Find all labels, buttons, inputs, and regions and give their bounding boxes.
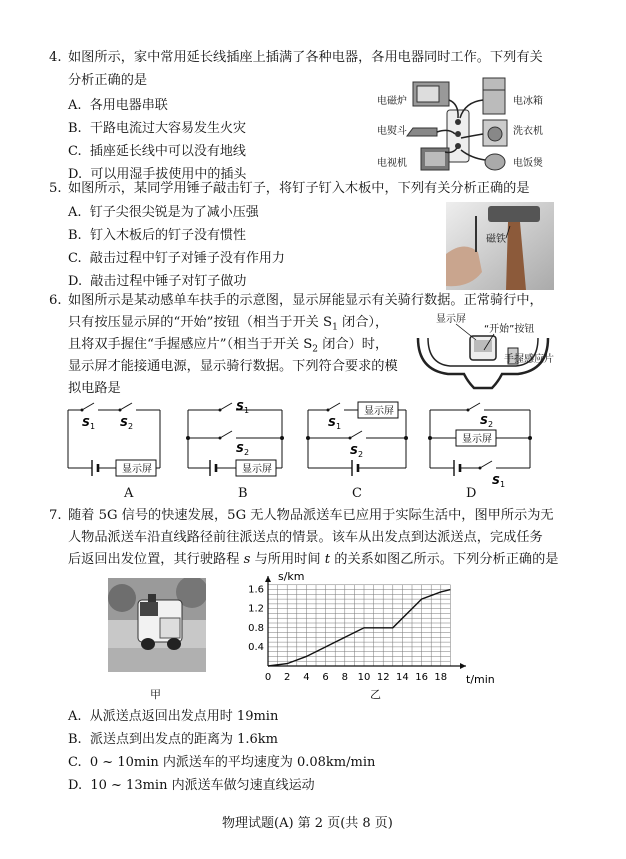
iron-icon (407, 128, 437, 136)
q4-option-a: A. 各用电器串联 (68, 98, 168, 113)
circuit-c (306, 402, 408, 476)
svg-text:S: S (328, 416, 336, 429)
svg-text:S: S (82, 416, 90, 429)
label-induction-cooker: 电磁炉 (377, 96, 407, 107)
svg-text:1: 1 (336, 422, 342, 431)
x-tick-label: 12 (376, 672, 390, 683)
svg-text:显示屏: 显示屏 (364, 406, 394, 417)
q7-graph-label: 乙 (370, 688, 381, 701)
q6-option-a-label: A (124, 486, 134, 501)
fridge-icon (483, 78, 505, 114)
q5-number: 5. (49, 181, 62, 196)
switch-s2 (120, 403, 132, 410)
svg-text:2: 2 (488, 420, 494, 429)
q7-option-a: A. 从派送点返回出发点用时 19min (68, 709, 279, 724)
svg-text:1: 1 (90, 422, 96, 431)
x-tick-label: 2 (284, 672, 291, 683)
page-footer: 物理试题(A) 第 2 页(共 8 页) (222, 816, 393, 831)
q5-stem-line1: 如图所示，某同学用锤子敲击钉子，将钉子钉入木板中，下列有关分析正确的是 (68, 181, 530, 196)
q6-option-b-label: B (238, 486, 248, 501)
switch-s1 (82, 403, 94, 410)
q5-option-a: A. 钉子尖很尖锐是为了减小压强 (68, 205, 259, 220)
x-axis-label: t/min (466, 673, 495, 686)
q5-option-c: C. 敲击过程中钉子对锤子没有作用力 (68, 251, 285, 266)
q7-option-c: C. 0 ~ 10min 内派送车的平均速度为 0.08km/min (68, 755, 376, 770)
x-axis-arrow (460, 663, 466, 669)
q4-option-d: D. 可以用湿手拔使用中的插头 (68, 167, 247, 182)
label-magnet: 磁铁 (486, 234, 506, 245)
circuit-d (428, 403, 532, 489)
q4-number: 4. (49, 50, 62, 65)
y-axis-label: s/km (278, 570, 305, 583)
y-tick-label: 1.2 (248, 603, 264, 615)
q7-photo-label: 甲 (150, 688, 161, 701)
x-tick-label: 18 (434, 672, 448, 683)
label-tv: 电视机 (377, 158, 407, 169)
q7-stem-line2: 人物品派送车沿直线路径前往派送点的情景。该车从出发点到达派送点，完成任务 (68, 530, 543, 545)
x-tick-label: 8 (341, 672, 348, 683)
label-washer: 洗衣机 (513, 126, 543, 137)
q6-stem-line2: 只有按压显示屏的“开始”按钮（相当于开关 $S_1$ 闭合）， (68, 315, 389, 333)
q7-delivery-vehicle-photo (108, 578, 206, 672)
label-screen: 显示屏 (436, 314, 466, 325)
circuit-b (186, 400, 284, 476)
y-tick-label: 0.4 (248, 641, 264, 653)
q5-hammer-photo (446, 202, 554, 290)
q4-stem-line2: 分析正确的是 (68, 73, 148, 88)
svg-text:1: 1 (500, 480, 506, 489)
q6-stem-line5: 拟电路是 (68, 381, 121, 396)
x-tick-label: 0 (264, 672, 272, 683)
switch-s2 (220, 431, 232, 438)
switch-s2 (350, 431, 362, 438)
svg-text:显示屏: 显示屏 (122, 464, 152, 475)
x-tick-label: 14 (396, 672, 409, 683)
q4-option-c: C. 插座延长线中可以没有地线 (68, 144, 246, 159)
svg-text:2: 2 (244, 448, 250, 457)
q6-option-c-label: C (352, 486, 362, 501)
q7-option-b: B. 派送点到出发点的距离为 1.6km (68, 732, 278, 747)
q6-number: 6. (49, 293, 62, 308)
q5-option-d: D. 敲击过程中锤子对钉子做功 (68, 274, 247, 289)
q7-option-d: D. 10 ~ 13min 内派送车做匀速直线运动 (68, 778, 315, 793)
x-tick-label: 4 (303, 672, 310, 683)
q7-distance-time-graph (238, 570, 506, 700)
switch-s2 (468, 403, 480, 410)
y-axis-arrow (265, 576, 271, 582)
svg-text:S: S (350, 444, 358, 457)
q4-appliance-figure (375, 70, 555, 185)
svg-text:2: 2 (358, 450, 364, 459)
svg-text:显示屏: 显示屏 (242, 464, 272, 475)
y-tick-label: 0.8 (248, 622, 264, 634)
x-tick-label: 16 (415, 672, 428, 683)
q6-stem-line1: 如图所示是某动感单车扶手的示意图，显示屏能显示有关骑行数据。正常骑行中， (68, 293, 543, 308)
q7-number: 7. (49, 508, 62, 523)
q7-stem-line1: 随着 5G 信号的快速发展，5G 无人物品派送车已应用于实际生活中，图甲所示为无 (68, 508, 554, 523)
label-start-button: “开始”按钮 (484, 324, 535, 335)
q5-option-b: B. 钉入木板后的钉子没有惯性 (68, 228, 246, 243)
q4-stem-line1: 如图所示，家中常用延长线插座上插满了各种电器，各用电器同时工作。下列有关 (68, 50, 543, 65)
q6-option-d-label: D (466, 486, 477, 501)
label-iron: 电熨斗 (377, 126, 407, 137)
hammer-head-icon (488, 206, 540, 222)
label-fridge: 电冰箱 (513, 96, 543, 107)
x-tick-label: 10 (357, 672, 371, 683)
switch-s1 (220, 403, 232, 410)
svg-text:2: 2 (128, 422, 134, 431)
svg-text:S: S (120, 416, 128, 429)
q7-stem-line3: 后返回出发位置，其行驶路程 s 与所用时间 t 的关系如图乙所示。下列分析正确的是 (68, 552, 559, 567)
x-tick-label: 6 (322, 672, 329, 683)
svg-text:S: S (480, 414, 488, 427)
label-rice-cooker: 电饭煲 (513, 158, 543, 169)
circuit-a (68, 403, 160, 476)
label-sensor: 手握感应片 (504, 354, 554, 365)
switch-s1 (480, 461, 492, 468)
q6-stem-line3: 且将双手握住“手握感应片”（相当于开关 $S_2$ 闭合）时， (68, 337, 389, 355)
q6-circuit-options (60, 398, 560, 500)
svg-text:显示屏: 显示屏 (462, 434, 492, 445)
q6-stem-line4: 显示屏才能接通电源，显示骑行数据。下列符合要求的模 (68, 359, 398, 374)
switch-s1 (328, 403, 340, 410)
svg-text:1: 1 (244, 406, 250, 415)
svg-text:S: S (236, 400, 244, 413)
svg-text:S: S (492, 474, 500, 487)
y-tick-label: 1.6 (248, 584, 264, 596)
q4-option-b: B. 干路电流过大容易发生火灾 (68, 121, 246, 136)
svg-text:S: S (236, 442, 244, 455)
rice-cooker-icon (485, 154, 505, 170)
q6-handlebar-figure (408, 308, 558, 396)
